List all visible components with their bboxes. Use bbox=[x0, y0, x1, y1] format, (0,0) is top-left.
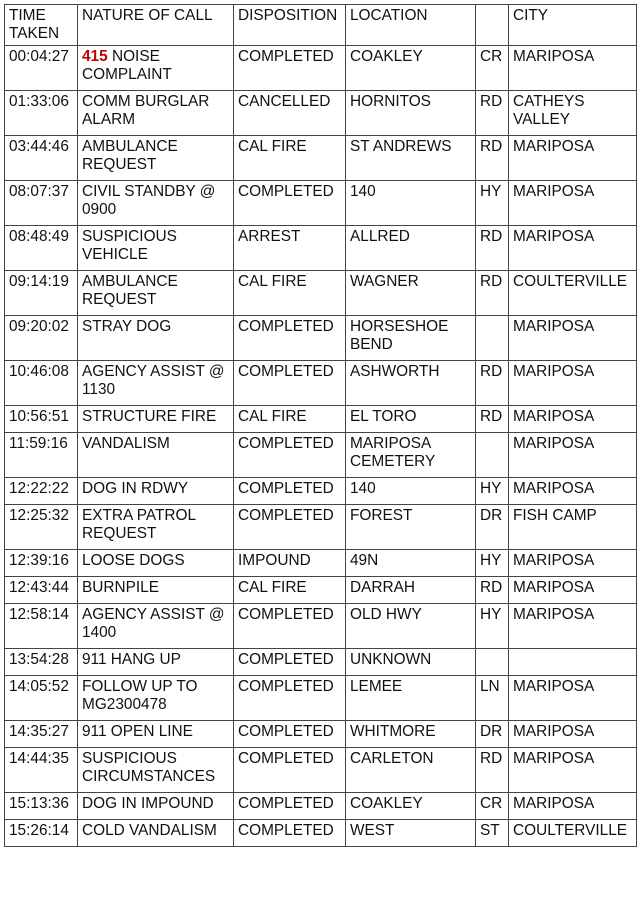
table-row bbox=[5, 550, 637, 577]
cell-city: MARIPOSA bbox=[509, 676, 637, 721]
nature-text: NOISE COMPLAINT bbox=[82, 48, 172, 83]
cell-time: 08:07:37 bbox=[5, 181, 78, 226]
cell-suffix: RD bbox=[476, 226, 509, 271]
cell-suffix: CR bbox=[476, 46, 509, 91]
cell-suffix: HY bbox=[476, 604, 509, 649]
cell-nature: AGENCY ASSIST @ 1130 bbox=[78, 361, 234, 406]
header-location: LOCATION bbox=[346, 5, 476, 46]
cell-disposition: COMPLETED bbox=[234, 721, 346, 748]
table-row bbox=[5, 316, 637, 361]
cell-city: COULTERVILLE bbox=[509, 271, 637, 316]
cell-disposition: IMPOUND bbox=[234, 550, 346, 577]
cell-disposition: COMPLETED bbox=[234, 820, 346, 847]
cell-disposition: CANCELLED bbox=[234, 91, 346, 136]
cell-city: MARIPOSA bbox=[509, 361, 637, 406]
cell-location: COAKLEY bbox=[346, 46, 476, 91]
cell-nature: DOG IN RDWY bbox=[78, 478, 234, 505]
cell-suffix: RD bbox=[476, 91, 509, 136]
call-log-table bbox=[4, 4, 637, 847]
cell-time: 15:26:14 bbox=[5, 820, 78, 847]
cell-nature: 911 HANG UP bbox=[78, 649, 234, 676]
cell-location: 140 bbox=[346, 181, 476, 226]
cell-suffix: HY bbox=[476, 478, 509, 505]
cell-city: MARIPOSA bbox=[509, 181, 637, 226]
cell-location: EL TORO bbox=[346, 406, 476, 433]
cell-suffix: CR bbox=[476, 793, 509, 820]
cell-suffix: LN bbox=[476, 676, 509, 721]
call-code: 415 bbox=[82, 48, 108, 65]
cell-time: 13:54:28 bbox=[5, 649, 78, 676]
header-disposition: DISPOSITION bbox=[234, 5, 346, 46]
table-row bbox=[5, 649, 637, 676]
cell-time: 14:35:27 bbox=[5, 721, 78, 748]
table-row bbox=[5, 91, 637, 136]
table-row bbox=[5, 820, 637, 847]
cell-city: MARIPOSA bbox=[509, 406, 637, 433]
cell-nature: STRAY DOG bbox=[78, 316, 234, 361]
cell-location: WHITMORE bbox=[346, 721, 476, 748]
cell-nature: 911 OPEN LINE bbox=[78, 721, 234, 748]
cell-time: 09:20:02 bbox=[5, 316, 78, 361]
cell-suffix: HY bbox=[476, 181, 509, 226]
cell-disposition: COMPLETED bbox=[234, 433, 346, 478]
cell-city bbox=[509, 649, 637, 676]
cell-disposition: COMPLETED bbox=[234, 181, 346, 226]
cell-time: 11:59:16 bbox=[5, 433, 78, 478]
cell-time: 12:43:44 bbox=[5, 577, 78, 604]
table-row bbox=[5, 46, 637, 91]
cell-nature: COMM BURGLAR ALARM bbox=[78, 91, 234, 136]
cell-disposition: ARREST bbox=[234, 226, 346, 271]
cell-nature: COLD VANDALISM bbox=[78, 820, 234, 847]
cell-city: MARIPOSA bbox=[509, 550, 637, 577]
header-nature-of-call: NATURE OF CALL bbox=[78, 5, 234, 46]
cell-disposition: COMPLETED bbox=[234, 676, 346, 721]
cell-disposition: CAL FIRE bbox=[234, 271, 346, 316]
cell-location: MARIPOSA CEMETERY bbox=[346, 433, 476, 478]
cell-city: MARIPOSA bbox=[509, 721, 637, 748]
cell-time: 00:04:27 bbox=[5, 46, 78, 91]
cell-suffix: DR bbox=[476, 505, 509, 550]
cell-nature: AGENCY ASSIST @ 1400 bbox=[78, 604, 234, 649]
header-time-taken: TIME TAKEN bbox=[5, 5, 78, 46]
cell-city: MARIPOSA bbox=[509, 793, 637, 820]
cell-suffix: RD bbox=[476, 748, 509, 793]
cell-time: 01:33:06 bbox=[5, 91, 78, 136]
cell-suffix: RD bbox=[476, 136, 509, 181]
cell-location: CARLETON bbox=[346, 748, 476, 793]
cell-time: 12:39:16 bbox=[5, 550, 78, 577]
table-row bbox=[5, 361, 637, 406]
table-row bbox=[5, 604, 637, 649]
cell-disposition: COMPLETED bbox=[234, 604, 346, 649]
cell-suffix: DR bbox=[476, 721, 509, 748]
table-row bbox=[5, 478, 637, 505]
cell-location: HORNITOS bbox=[346, 91, 476, 136]
cell-location: UNKNOWN bbox=[346, 649, 476, 676]
cell-city: MARIPOSA bbox=[509, 316, 637, 361]
cell-time: 15:13:36 bbox=[5, 793, 78, 820]
cell-time: 08:48:49 bbox=[5, 226, 78, 271]
cell-city: COULTERVILLE bbox=[509, 820, 637, 847]
cell-time: 14:05:52 bbox=[5, 676, 78, 721]
cell-location: LEMEE bbox=[346, 676, 476, 721]
cell-nature: SUSPICIOUS VEHICLE bbox=[78, 226, 234, 271]
cell-location: DARRAH bbox=[346, 577, 476, 604]
cell-disposition: COMPLETED bbox=[234, 46, 346, 91]
table-row bbox=[5, 748, 637, 793]
cell-disposition: COMPLETED bbox=[234, 649, 346, 676]
cell-city: FISH CAMP bbox=[509, 505, 637, 550]
cell-city: MARIPOSA bbox=[509, 604, 637, 649]
cell-nature: VANDALISM bbox=[78, 433, 234, 478]
cell-location: COAKLEY bbox=[346, 793, 476, 820]
cell-suffix: RD bbox=[476, 577, 509, 604]
cell-location: WEST bbox=[346, 820, 476, 847]
cell-time: 12:58:14 bbox=[5, 604, 78, 649]
cell-nature: EXTRA PATROL REQUEST bbox=[78, 505, 234, 550]
cell-nature: AMBULANCE REQUEST bbox=[78, 271, 234, 316]
cell-city: MARIPOSA bbox=[509, 433, 637, 478]
cell-disposition: COMPLETED bbox=[234, 478, 346, 505]
cell-location: 49N bbox=[346, 550, 476, 577]
cell-nature: STRUCTURE FIRE bbox=[78, 406, 234, 433]
cell-nature: AMBULANCE REQUEST bbox=[78, 136, 234, 181]
cell-disposition: CAL FIRE bbox=[234, 406, 346, 433]
cell-disposition: COMPLETED bbox=[234, 793, 346, 820]
cell-suffix bbox=[476, 316, 509, 361]
cell-city: CATHEYS VALLEY bbox=[509, 91, 637, 136]
cell-suffix bbox=[476, 649, 509, 676]
cell-suffix: RD bbox=[476, 406, 509, 433]
header-suffix bbox=[476, 5, 509, 46]
table-row bbox=[5, 136, 637, 181]
cell-disposition: CAL FIRE bbox=[234, 577, 346, 604]
table-row bbox=[5, 577, 637, 604]
cell-location: ST ANDREWS bbox=[346, 136, 476, 181]
cell-nature: FOLLOW UP TO MG2300478 bbox=[78, 676, 234, 721]
cell-nature: LOOSE DOGS bbox=[78, 550, 234, 577]
cell-location: OLD HWY bbox=[346, 604, 476, 649]
table-row bbox=[5, 433, 637, 478]
cell-nature: DOG IN IMPOUND bbox=[78, 793, 234, 820]
cell-time: 10:46:08 bbox=[5, 361, 78, 406]
cell-nature: BURNPILE bbox=[78, 577, 234, 604]
cell-city: MARIPOSA bbox=[509, 46, 637, 91]
cell-disposition: COMPLETED bbox=[234, 361, 346, 406]
header-row bbox=[5, 5, 637, 46]
cell-location: ASHWORTH bbox=[346, 361, 476, 406]
header-city: CITY bbox=[509, 5, 637, 46]
cell-city: MARIPOSA bbox=[509, 748, 637, 793]
table-row bbox=[5, 721, 637, 748]
cell-disposition: COMPLETED bbox=[234, 316, 346, 361]
cell-disposition: COMPLETED bbox=[234, 505, 346, 550]
cell-suffix: ST bbox=[476, 820, 509, 847]
cell-location: FOREST bbox=[346, 505, 476, 550]
cell-time: 12:22:22 bbox=[5, 478, 78, 505]
cell-suffix: HY bbox=[476, 550, 509, 577]
cell-city: MARIPOSA bbox=[509, 577, 637, 604]
cell-time: 10:56:51 bbox=[5, 406, 78, 433]
cell-disposition: COMPLETED bbox=[234, 748, 346, 793]
cell-time: 03:44:46 bbox=[5, 136, 78, 181]
table-row bbox=[5, 406, 637, 433]
cell-disposition: CAL FIRE bbox=[234, 136, 346, 181]
cell-nature bbox=[78, 46, 234, 91]
table-row bbox=[5, 505, 637, 550]
table-row bbox=[5, 226, 637, 271]
cell-location: HORSESHOE BEND bbox=[346, 316, 476, 361]
table-row bbox=[5, 181, 637, 226]
table-row bbox=[5, 271, 637, 316]
cell-suffix bbox=[476, 433, 509, 478]
cell-location: WAGNER bbox=[346, 271, 476, 316]
cell-time: 14:44:35 bbox=[5, 748, 78, 793]
cell-city: MARIPOSA bbox=[509, 136, 637, 181]
cell-time: 12:25:32 bbox=[5, 505, 78, 550]
cell-time: 09:14:19 bbox=[5, 271, 78, 316]
cell-nature: CIVIL STANDBY @ 0900 bbox=[78, 181, 234, 226]
cell-suffix: RD bbox=[476, 271, 509, 316]
cell-city: MARIPOSA bbox=[509, 226, 637, 271]
cell-location: ALLRED bbox=[346, 226, 476, 271]
table-row bbox=[5, 676, 637, 721]
cell-location: 140 bbox=[346, 478, 476, 505]
cell-city: MARIPOSA bbox=[509, 478, 637, 505]
table-row bbox=[5, 793, 637, 820]
cell-suffix: RD bbox=[476, 361, 509, 406]
cell-nature: SUSPICIOUS CIRCUMSTANCES bbox=[78, 748, 234, 793]
